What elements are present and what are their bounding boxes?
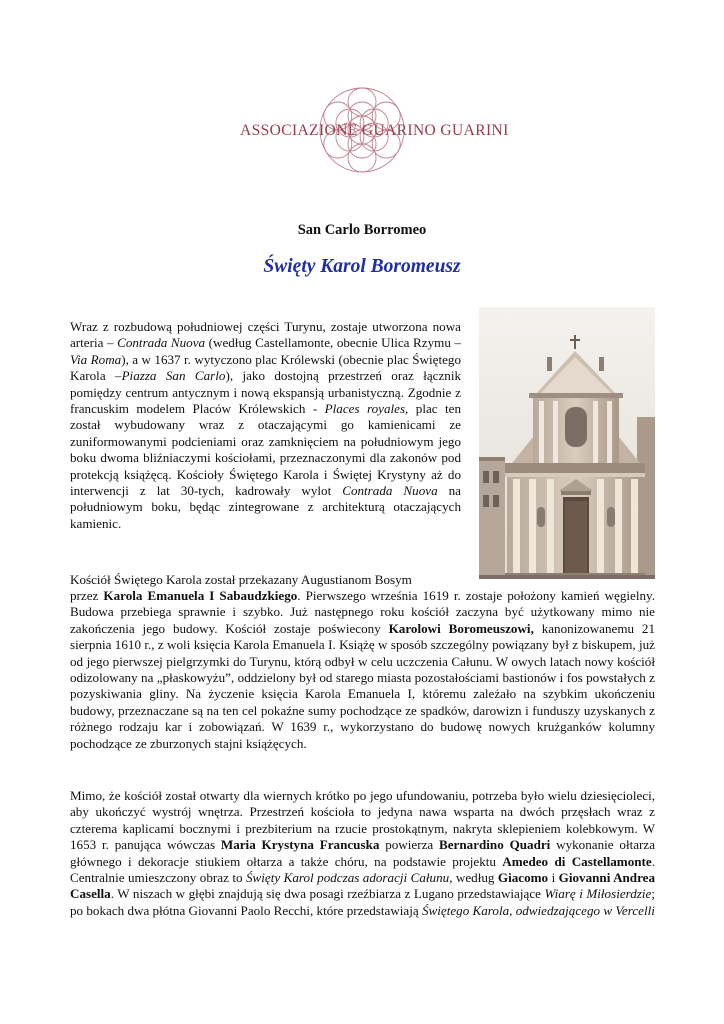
paragraph-2: przez Karola Emanuela I Sabaudzkiego. Pierwszego września 1619 r. zostaje położony kamień węgielny. Budowa przebiega sprawnie i szybko. Już następnego roku kościół zaczyna być użytkowany mimo nie zakończenia jego budowy. Kościół zostaje poświecony Karolowi Boromeuszowi, kanonizowanemu 21 sierpnia 1610 r., z woli księcia Karola Emanuela I. Książę w sposób szczególny powiązany był z biskupem, już od jego pierwszej pielgrzymki do Turynu, którą odbył w celu uczczenia Całunu. W owych latach nowy kościół odizolowany na „płaskowyżu”, oddzielony był od starego miasta pozostałościami bastionów i fos powstałych z pozyskiwania gliny. Na życzenie księcia Karola Emanuela I, któremu zależało na szybkim ukończeniu budowy, przeznaczane są na ten cel pokaźne sumy pochodzące ze spadków, darowizn i funduszy uzyskanych z różnego rodzaju kar i zobowiązań. W 1639 r., wykorzystano do budowę nowych krużganków kolumny pochodzące ze zburzonych stajni książęcych.: [70, 588, 656, 751]
paragraph-1: Wraz z rozbudową południowej części Turynu, zostaje utworzona nowa arteria – Contrada Nuova (według Castellamonte, obecnie Ulica Rzymu – Via Roma), a w 1637 r. wytyczono plac Królewski (obecnie plac Świętego Karola –Piazza San Carlo), jako dostojną przestrzeń oraz łącznik pomiędzy centrum antycznym i nową ekspansją urbanistyczną. Zgodnie z francuskim modelem Placów Królewskich - Places royales, plac ten został wybudowany wraz z otaczającymi go kamienicami ze zuniformowanymi podcieniami oraz zamknięciem na południowym jego boku dwoma bliźniaczymi kościołami, przeznaczonymi dla zakonów pod protekcją książęcą. Kościoły Świętego Karola i Świętej Krystyny aż do interwencji z lat 30-tych, kadrowały wylot Contrada Nuova na południowym boku, będąc zintegrowane z architekturą otaczających kamienic.: [70, 319, 462, 531]
association-logo: [240, 70, 509, 186]
paragraph-3: Mimo, że kościół został otwarty dla wiernych krótko po jego ufundowaniu, potrzeba było wielu dziesięcioleci, aby ukończyć wystrój wnętrza. Przestrzeń kościoła to jedyna nawa wsparta na dwóch przęsłach wraz z czterema kaplicami bocznymi i prezbiterium na rzucie prostokątnym, nakryta sklepieniem kolebkowym. W 1653 r. panująca wówczas Maria Krystyna Francuska powierza Bernardino Quadri wykonanie ołtarza głównego i dekoracje stiukiem ołtarza a także chóru, na podstawie projektu Amedeo di Castellamonte. Centralnie umieszczony obraz to Święty Karol podczas adoracji Całunu, według Giacomo i Giovanni Andrea Casella. W niszach w głębi znajdują się dwa posagi rzeźbiarza z Lugano przedstawiające Wiarę i Miłosierdzie; po bokach dwa płótna Giovanni Paolo Recchi, które przedstawiają Świętego Karola, odwiedzającego w Vercelli: [70, 788, 656, 918]
title-polish: Święty Karol Boromeusz: [263, 256, 461, 277]
title-italian: San Carlo Borromeo: [297, 222, 427, 238]
paragraph-2-first-line: Kościół Świętego Karola został przekazany Augustianom Bosym: [70, 572, 412, 587]
logo-text: ASSOCIAZIONE GUARINO GUARINI: [240, 122, 509, 139]
church-facade-photo: [479, 307, 655, 579]
